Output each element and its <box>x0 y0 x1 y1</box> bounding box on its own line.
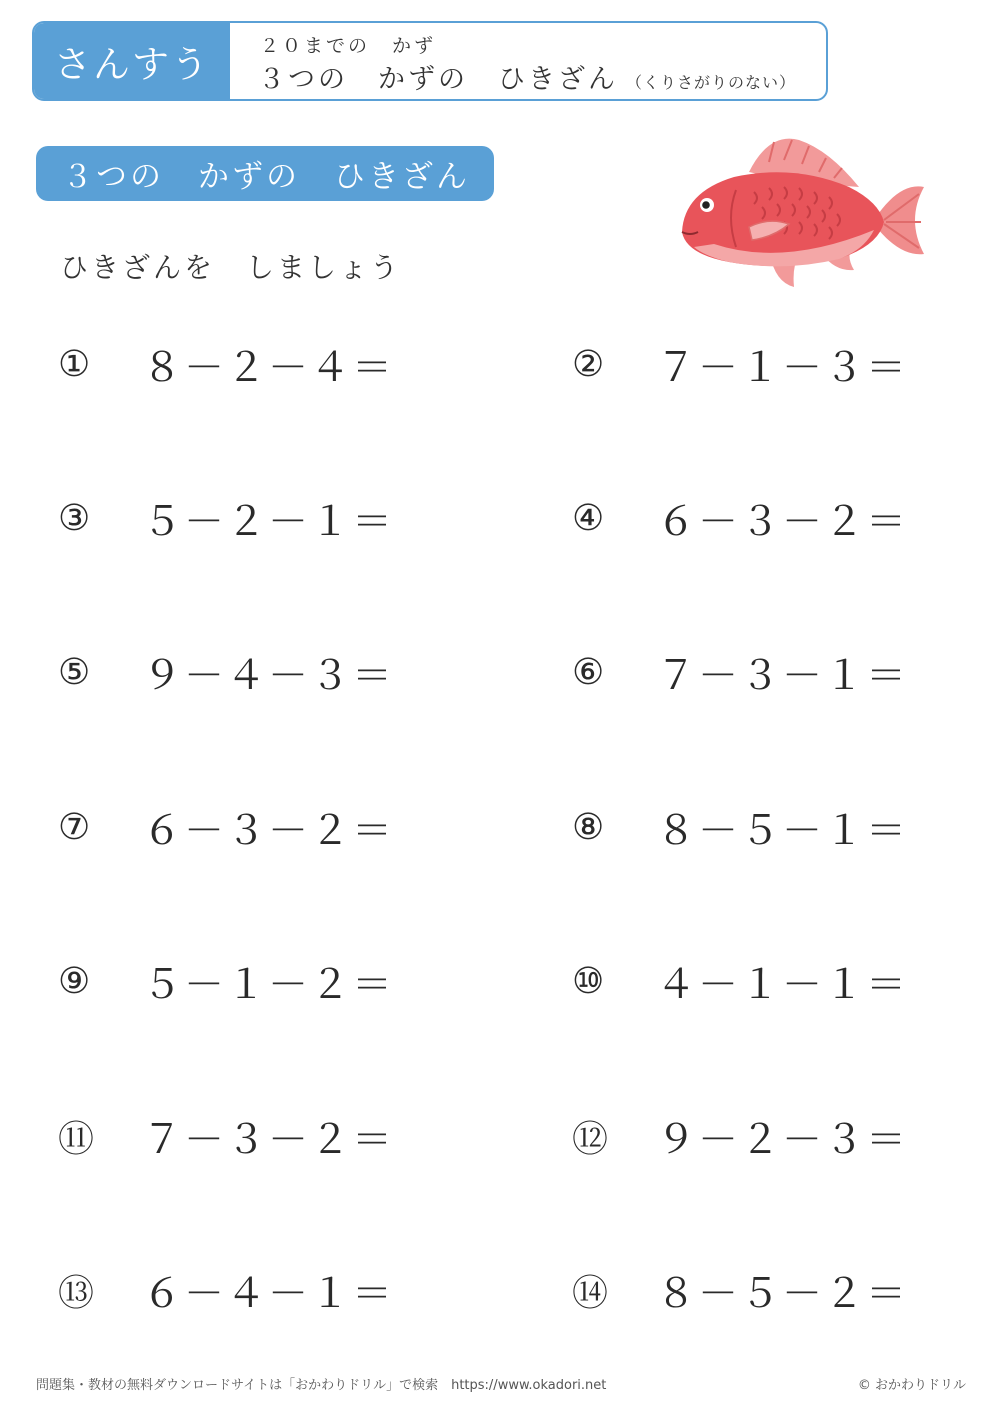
problem-4 <box>572 493 908 543</box>
problem-expression: ６－３－２＝ <box>142 807 394 854</box>
problem-number: ⑩ <box>572 960 605 1002</box>
problem-13 <box>58 1265 394 1315</box>
worksheet-title-text: ３つの かずの ひきざん <box>258 64 618 95</box>
problem-expression: ８－５－２＝ <box>656 1270 908 1317</box>
problem-expression: ７－３－１＝ <box>656 652 908 699</box>
problem-number: ⑤ <box>58 651 91 693</box>
problem-number: ⑥ <box>572 651 605 693</box>
problem-number: ② <box>572 343 605 385</box>
problem-expression: ７－３－２＝ <box>142 1116 394 1163</box>
problem-10 <box>572 956 908 1006</box>
worksheet-title-note: （くりさがりのない） <box>626 73 797 92</box>
problem-expression: ４－１－１＝ <box>656 961 908 1008</box>
fish-illustration <box>674 132 924 292</box>
problem-expression: ８－２－４＝ <box>142 344 394 391</box>
problem-expression: ６－４－１＝ <box>142 1270 394 1317</box>
problem-8 <box>572 802 908 852</box>
problem-number: ⑬ <box>58 1272 95 1314</box>
subject-label: さんすう <box>34 23 230 99</box>
problem-expression: ５－１－２＝ <box>142 961 394 1008</box>
worksheet-title <box>258 57 796 96</box>
instruction-text: ひきざんを しましょう <box>60 251 402 284</box>
problem-expression: ６－３－２＝ <box>656 498 908 545</box>
problem-expression: ９－２－３＝ <box>656 1116 908 1163</box>
problem-number: ③ <box>58 497 91 539</box>
problem-5 <box>58 647 394 697</box>
problem-12 <box>572 1111 908 1161</box>
section-title: ３つの かずの ひきざん <box>36 146 494 201</box>
problem-2 <box>572 339 908 389</box>
problem-9 <box>58 956 394 1006</box>
problem-number: ⑫ <box>572 1118 609 1160</box>
problem-number: ⑭ <box>572 1272 609 1314</box>
problem-7 <box>58 802 394 852</box>
topic-line: ２０までの かず <box>260 35 437 57</box>
problem-number: ① <box>58 343 91 385</box>
problem-expression: ７－１－３＝ <box>656 344 908 391</box>
problem-expression: ８－５－１＝ <box>656 807 908 854</box>
footer-copyright: © おかわりドリル <box>857 1378 966 1393</box>
problem-expression: ９－４－３＝ <box>142 652 394 699</box>
problem-number: ④ <box>572 497 605 539</box>
problem-number: ⑧ <box>572 806 605 848</box>
problem-3 <box>58 493 394 543</box>
problem-11 <box>58 1111 394 1161</box>
problem-1 <box>58 339 394 389</box>
problem-number: ⑦ <box>58 806 91 848</box>
problem-number: ⑨ <box>58 960 91 1002</box>
problem-number: ⑪ <box>58 1118 95 1160</box>
footer-site-note: 問題集・教材の無料ダウンロードサイトは「おかわりドリル」で検索 https://www.okadori.net <box>36 1378 607 1393</box>
problem-14 <box>572 1265 908 1315</box>
worksheet-header <box>32 21 828 101</box>
problem-6 <box>572 647 908 697</box>
problem-expression: ５－２－１＝ <box>142 498 394 545</box>
